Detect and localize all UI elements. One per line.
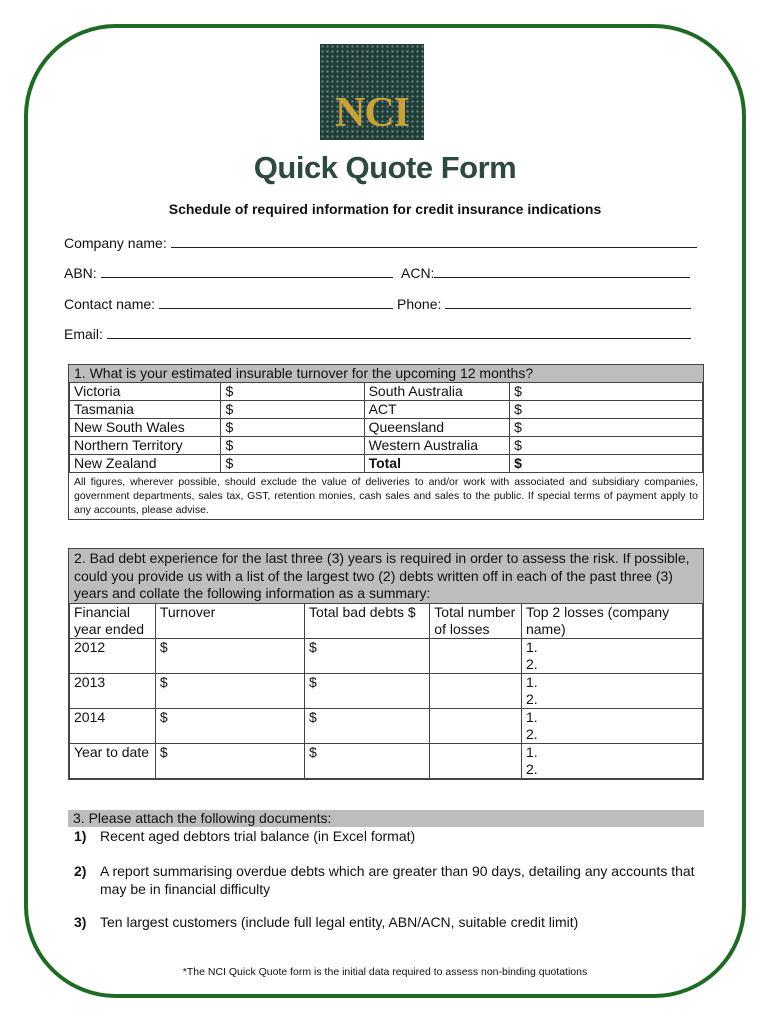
table-row [70,401,703,419]
table-row [70,383,703,401]
table-row [70,708,703,743]
table-row [70,419,703,437]
company-name-field[interactable] [171,235,697,248]
top-loss-2: 2. [525,690,538,707]
region-label: New Zealand [70,455,221,473]
region-value[interactable]: $ [510,419,703,437]
top-loss-2: 2. [525,725,538,742]
abn-row [64,265,393,281]
document-item [74,827,700,845]
losses-cell[interactable] [430,673,522,708]
contact-name-field[interactable] [159,296,393,309]
year-cell: 2012 [70,638,156,673]
column-header: Top 2 losses (company name) [521,603,702,638]
table-row [70,437,703,455]
email-field[interactable] [107,326,691,339]
table-row [70,743,703,778]
document-item-number: 1) [74,828,87,844]
bad-debts-cell[interactable]: $ [305,673,430,708]
abn-label: ABN: [64,265,97,281]
year-cell: Year to date [70,743,156,778]
region-value[interactable]: $ [221,437,364,455]
top-loss-2: 2. [525,760,538,777]
top-loss-1: 1. [525,673,538,690]
total-value[interactable]: $ [510,455,703,473]
nci-logo [320,44,424,140]
page-title: Quick Quote Form [253,150,517,185]
bad-debt-section [68,548,704,780]
acn-label: ACN: [401,265,435,281]
turnover-note: All figures, wherever possible, should exclude the value of deliveries to and/or work with associated and subsidiary companies, government departments, sales tax, GST, retention monies, cash sales and sales to the public. If special terms of payment apply to any accounts, please advise. [74,476,698,516]
contact-name-label: Contact name: [64,296,156,312]
region-label: Queensland [364,419,510,437]
column-header: Total bad debts $ [305,603,430,638]
company-name-label: Company name: [64,235,167,251]
bad-debts-cell[interactable]: $ [305,708,430,743]
region-value[interactable]: $ [510,383,703,401]
region-label: Northern Territory [70,437,221,455]
top-loss-1: 1. [525,743,538,760]
email-label: Email: [64,326,103,342]
document-item [74,913,700,931]
column-header: Turnover [155,603,304,638]
top-losses-cell[interactable] [521,743,702,778]
document-item-text: Ten largest customers (include full legal entity, ABN/ACN, suitable credit limit) [100,914,579,930]
table-row [70,673,703,708]
region-label: Western Australia [364,437,510,455]
top-loss-1: 1. [525,708,538,725]
bad-debts-cell[interactable]: $ [305,743,430,778]
region-label: Victoria [70,383,221,401]
year-cell: 2013 [70,673,156,708]
table-row [70,455,703,473]
bad-debts-cell[interactable]: $ [305,638,430,673]
turnover-section [68,364,704,520]
bad-debt-heading: 2. Bad debt experience for the last three (3) years is required in order to assess the risk. If possible, could you provide us with a list of the largest two (2) debts written off in each of the past three (3) years and collate the following information as a summary: [69,549,703,603]
document-item-text: A report summarising overdue debts which are greater than 90 days, detailing any accounts that may be in financial difficulty [100,863,695,897]
table-header-row [70,603,703,638]
column-header: Total number of losses [430,603,522,638]
losses-cell[interactable] [430,638,522,673]
turnover-cell[interactable]: $ [155,673,304,708]
document-item-text: Recent aged debtors trial balance (in Excel format) [100,828,416,844]
year-cell: 2014 [70,708,156,743]
region-value[interactable]: $ [221,455,364,473]
documents-heading: 3. Please attach the following documents: [68,810,704,827]
region-label: South Australia [364,383,510,401]
top-losses-cell[interactable] [521,708,702,743]
turnover-heading: 1. What is your estimated insurable turnover for the upcoming 12 months? [69,365,703,382]
region-label: ACT [364,401,510,419]
document-item-number: 3) [74,914,87,930]
table-row [70,638,703,673]
acn-field[interactable] [434,265,690,278]
region-value[interactable]: $ [221,401,364,419]
document-item-number: 2) [74,863,87,879]
region-value[interactable]: $ [510,437,703,455]
losses-cell[interactable] [430,743,522,778]
region-label: New South Wales [70,419,221,437]
losses-cell[interactable] [430,708,522,743]
logo-text: NCI [334,90,409,136]
turnover-cell[interactable]: $ [155,743,304,778]
region-label: Tasmania [70,401,221,419]
page-subtitle: Schedule of required information for credit insurance indications [168,201,602,217]
total-label: Total [364,455,510,473]
top-losses-cell[interactable] [521,673,702,708]
documents-section [68,810,704,827]
acn-row [401,265,690,281]
turnover-cell[interactable]: $ [155,638,304,673]
region-value[interactable]: $ [221,383,364,401]
contact-name-row [64,296,393,312]
region-value[interactable]: $ [510,401,703,419]
company-name-row [64,235,697,251]
footer-note: *The NCI Quick Quote form is the initial data required to assess non-binding quotations [182,966,588,978]
top-loss-1: 1. [525,638,538,655]
bad-debt-table [69,603,703,779]
document-item [74,862,700,898]
region-value[interactable]: $ [221,419,364,437]
turnover-table [69,382,703,473]
phone-row [397,296,691,312]
turnover-cell[interactable]: $ [155,708,304,743]
abn-field[interactable] [101,265,393,278]
top-losses-cell[interactable] [521,638,702,673]
email-row [64,326,691,342]
phone-label: Phone: [397,296,442,312]
top-loss-2: 2. [525,655,538,672]
column-header: Financial year ended [70,603,156,638]
phone-field[interactable] [445,296,691,309]
